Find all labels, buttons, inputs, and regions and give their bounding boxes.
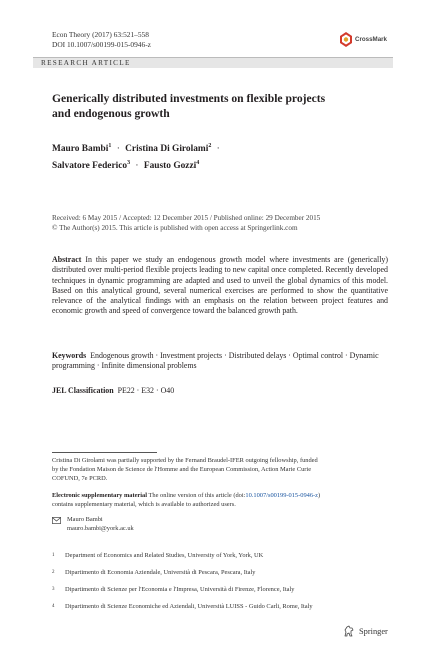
author-name[interactable]: Salvatore Federico — [52, 161, 128, 172]
author-name[interactable]: Fausto Gozzi — [143, 161, 197, 172]
esm-text-before: The online version of this article (doi: — [148, 492, 246, 499]
affiliation — [52, 552, 263, 561]
affiliation — [52, 586, 294, 595]
correspondence-details — [67, 516, 134, 534]
jel-label: JEL Classification — [52, 386, 114, 395]
jel-classification — [52, 386, 388, 396]
affiliation-number: 2 — [52, 570, 55, 575]
envelope-icon — [52, 517, 61, 524]
keywords — [52, 351, 388, 372]
affiliation-number: 4 — [52, 604, 55, 609]
supplementary-material-note — [52, 492, 388, 510]
author-separator: · — [216, 144, 220, 155]
author-name[interactable]: Cristina Di Girolami — [125, 144, 209, 155]
crossmark-badge[interactable] — [340, 30, 388, 48]
crossmark-label: CrossMark — [355, 35, 387, 43]
author-line-1 — [52, 139, 382, 156]
esm-line-2: contains supplementary material, which is available to authorized users. — [52, 500, 236, 508]
abstract-text: In this paper we study an endogenous growth model where investments are (generically) distributed over multi-period flexible projects leading to new capital once completed. Recently developed techniques in dynamic programming are adapted and used to unveil the global dynamics of this model. Based on this analytical ground, several numerical exercises are performed to show the quantitative relevance of the analytical findings with an emphasis on the relation between project features and economic growth and speed of convergence toward the balanced growth path. — [52, 255, 388, 316]
affiliation — [52, 603, 313, 612]
affiliation-number: 1 — [52, 553, 55, 558]
publication-dates — [52, 213, 392, 233]
abstract-label: Abstract — [52, 255, 82, 264]
esm-line-1 — [52, 492, 388, 501]
article-type-label: RESEARCH ARTICLE — [41, 59, 131, 67]
publisher-logo — [343, 625, 388, 637]
author-affil-ref: 1 — [108, 143, 112, 149]
affiliation-text: Dipartimento di Economia Aziendale, Università di Pescara, Pescara, Italy — [65, 569, 256, 576]
esm-doi-link[interactable]: 10.1007/s00199-015-0946-z — [245, 492, 319, 499]
footnote-line: COFUND, 7e PCRD. — [52, 474, 108, 482]
footnote-line: Cristina Di Girolami was partially supported by the Fernand Braudel-IFER outgoing fellowship, funded — [52, 457, 318, 464]
author-separator: · — [116, 144, 120, 155]
title-line-1: Generically distributed investments on flexible projects — [52, 92, 326, 105]
article-type-banner — [33, 57, 393, 68]
article-title — [52, 91, 372, 121]
correspondence-name: Mauro Bambi — [67, 516, 103, 523]
journal-info — [52, 30, 151, 50]
springer-horse-icon — [343, 625, 355, 637]
author-name[interactable]: Mauro Bambi — [52, 144, 109, 155]
crossmark-icon — [340, 32, 352, 47]
keywords-text: Endogenous growth · Investment projects · Distributed delays · Optimal control · Dynamic programming · Infinite dimensional problems — [52, 351, 379, 371]
dates-line: Received: 6 May 2015 / Accepted: 12 December 2015 / Published online: 29 December 2015 — [52, 214, 321, 222]
abstract — [52, 255, 388, 317]
publisher-name: Springer — [359, 626, 388, 636]
author-affil-ref: 4 — [196, 160, 200, 167]
affiliation-text: Dipartimento di Scienze per l'Economia e l'Impresa, Università di Firenze, Florence, Italy — [65, 586, 295, 593]
affiliation-number: 3 — [52, 587, 55, 592]
footnote-divider — [52, 452, 157, 453]
journal-doi[interactable]: DOI 10.1007/s00199-015-0946-z — [52, 40, 151, 49]
correspondence — [52, 516, 134, 534]
journal-citation: Econ Theory (2017) 63:521–558 — [52, 30, 149, 39]
esm-label: Electronic supplementary material — [52, 492, 148, 499]
correspondence-email[interactable]: mauro.bambi@york.ac.uk — [67, 524, 134, 532]
affiliation-text: Dipartimento di Scienze Economiche ed Aziendali, Università LUISS - Guido Carli, Rome, Italy — [65, 603, 313, 610]
title-line-2: and endogenous growth — [52, 107, 170, 120]
footnote-line: by the Fondation Maison de Science de l'Homme and the European Commission, Action Marie Curie — [52, 465, 312, 473]
jel-codes: PE22 · E32 · O40 — [117, 386, 175, 395]
esm-text-after: ) — [318, 492, 321, 499]
author-list — [52, 139, 382, 173]
author-affil-ref: 3 — [127, 160, 131, 167]
author-line-2 — [52, 156, 382, 173]
author-separator: · — [135, 161, 139, 172]
affiliation-text: Department of Economics and Related Studies, University of York, York, UK — [65, 552, 264, 559]
keywords-label: Keywords — [52, 351, 87, 360]
funding-footnote — [52, 457, 388, 483]
affiliation — [52, 569, 255, 578]
author-affil-ref: 2 — [208, 143, 212, 149]
copyright-line: © The Author(s) 2015. This article is published with open access at Springerlink.com — [52, 224, 298, 232]
